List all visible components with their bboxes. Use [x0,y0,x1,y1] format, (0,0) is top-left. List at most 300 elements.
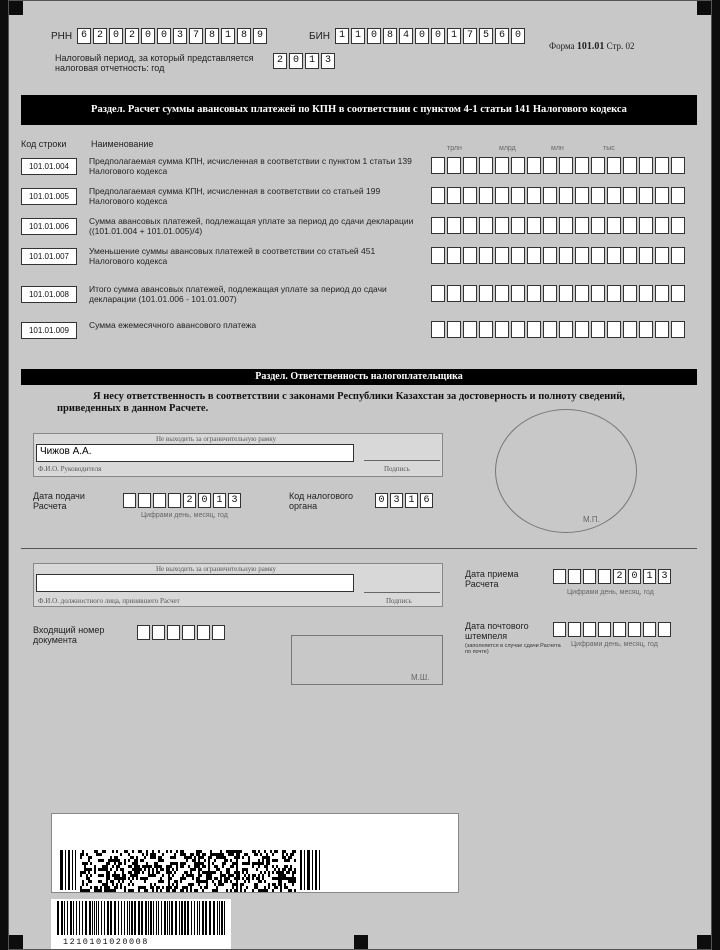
digit-cell[interactable] [591,157,605,174]
barcode-module [196,880,198,883]
digit-cell[interactable] [463,285,477,302]
digit-cell[interactable] [543,285,557,302]
barcode-module [132,862,134,865]
barcode-module [130,856,132,859]
digit-cell[interactable]: 0 [511,28,525,44]
barcode-module [196,889,198,892]
barcode-module [82,883,84,886]
digit-cell[interactable] [495,285,509,302]
digit-cell[interactable] [639,187,653,204]
digit-cell[interactable] [447,157,461,174]
digit-cell[interactable] [527,187,541,204]
digit-cell[interactable] [511,285,525,302]
digit-cell[interactable] [639,321,653,338]
digit-cell[interactable] [575,247,589,264]
barcode-bar [148,901,149,935]
digit-cell[interactable] [607,217,621,234]
digit-cell[interactable] [479,285,493,302]
head-name-field[interactable]: Чижов А.А. [36,444,354,462]
barcode-module [150,865,152,868]
digit-cell[interactable] [463,247,477,264]
digit-cell[interactable] [495,247,509,264]
barcode-module [260,889,262,892]
digit-cell[interactable] [655,321,669,338]
barcode-module [252,889,254,892]
barcode-module [226,850,228,853]
barcode-module [236,862,238,865]
digit-cell[interactable] [671,187,685,204]
digit-cell[interactable]: 6 [495,28,509,44]
digit-cell[interactable] [182,625,195,640]
digit-cell[interactable] [431,321,445,338]
digit-cell[interactable] [463,157,477,174]
barcode-module [264,889,266,892]
barcode-module [68,850,70,890]
barcode-module [236,874,238,877]
barcode-module [232,862,234,865]
digit-cell[interactable] [591,321,605,338]
barcode-module [190,883,192,886]
barcode-module [60,850,63,890]
digit-cell[interactable] [671,247,685,264]
barcode-module [228,874,230,877]
barcode-module [154,862,156,865]
barcode-module [226,877,228,880]
barcode-module [110,880,112,883]
barcode-module [176,883,178,886]
digit-cell[interactable]: 1 [213,493,226,508]
digit-cell[interactable] [643,622,656,637]
digit-cell[interactable] [591,187,605,204]
digit-cell[interactable] [153,493,166,508]
digit-cell[interactable] [168,493,181,508]
section-title-calculation: Раздел. Расчет суммы авансовых платежей по КПН в соответствии с пунктом 4-1 статьи 141 Налогового кодекса [21,95,697,125]
barcode-module [286,886,288,889]
barcode-module [182,850,184,853]
barcode-module [186,889,188,892]
digit-cell[interactable] [623,247,637,264]
digit-cell[interactable] [495,217,509,234]
digit-cell[interactable] [447,187,461,204]
barcode-module [84,868,86,871]
digit-cell[interactable]: 3 [658,569,671,584]
postmark-date-field[interactable] [553,622,671,637]
barcode-bar [184,901,186,935]
digit-cell[interactable]: 2 [183,493,196,508]
digit-cell[interactable] [152,625,165,640]
digit-cell[interactable] [655,247,669,264]
digit-cell[interactable] [212,625,225,640]
barcode-module [168,877,170,880]
barcode-module [252,865,254,868]
digit-cell[interactable]: 1 [447,28,461,44]
barcode-module [174,886,176,889]
digit-cell[interactable] [639,157,653,174]
digit-cell[interactable] [628,622,641,637]
digit-cell[interactable]: 8 [383,28,397,44]
digit-cell[interactable] [575,285,589,302]
digit-cell[interactable] [623,321,637,338]
digit-cell[interactable]: 2 [93,28,107,44]
barcode-bar [221,901,223,935]
digit-cell[interactable] [607,285,621,302]
barcode-module [158,880,160,883]
digit-cell[interactable] [543,187,557,204]
barcode-module [266,853,268,856]
digit-cell[interactable] [479,217,493,234]
barcode-module [182,877,184,880]
barcode-module [274,877,276,880]
barcode-module [152,871,154,874]
barcode-module [86,868,88,871]
barcode-module [282,877,284,880]
digit-cell[interactable]: 5 [479,28,493,44]
digit-cell[interactable] [559,157,573,174]
barcode-module [162,874,164,877]
barcode-module [208,871,210,874]
row-amount-field[interactable] [431,285,685,302]
barcode-module [220,874,222,877]
digit-cell[interactable]: 1 [405,493,418,508]
barcode-module [210,874,212,877]
digit-cell[interactable] [559,187,573,204]
barcode-module [184,871,186,874]
barcode-module [132,883,134,886]
barcode-module [180,850,182,853]
barcode-bar [169,901,170,935]
barcode-module [274,883,276,886]
digit-cell[interactable]: 1 [305,53,319,69]
digit-cell[interactable] [559,285,573,302]
barcode-module [272,889,274,892]
barcode-module [226,868,228,871]
barcode-module [228,877,230,880]
receipt-date-field[interactable] [553,569,671,584]
barcode-module [290,865,292,868]
barcode-module [140,877,142,880]
digit-cell[interactable] [575,217,589,234]
digit-cell[interactable] [568,569,581,584]
digit-cell[interactable] [495,321,509,338]
digit-cell[interactable] [463,217,477,234]
row-amount-field[interactable] [431,321,685,338]
digit-cell[interactable] [607,187,621,204]
digit-cell[interactable] [495,187,509,204]
digit-cell[interactable] [431,247,445,264]
barcode-bar [73,901,74,935]
digit-cell[interactable]: 7 [189,28,203,44]
digit-cell[interactable]: 8 [237,28,251,44]
digit-cell[interactable] [431,217,445,234]
digit-cell[interactable] [591,217,605,234]
digit-cell[interactable]: 2 [613,569,626,584]
barcode-module [156,886,158,889]
barcode-module [194,862,196,865]
digit-cell[interactable] [559,217,573,234]
digit-cell[interactable]: 0 [415,28,429,44]
digit-cell[interactable] [559,321,573,338]
digit-cell[interactable]: 0 [431,28,445,44]
barcode-module [234,856,236,859]
official-name-field[interactable] [36,574,354,592]
barcode-module [258,889,260,892]
digit-cell[interactable] [543,247,557,264]
digit-cell[interactable] [167,625,180,640]
incoming-number-field[interactable] [137,625,225,640]
barcode-module [160,880,162,883]
digit-cell[interactable] [543,321,557,338]
barcode-module [224,862,226,865]
digit-cell[interactable] [591,285,605,302]
barcode-module [146,877,148,880]
barcode-bar [98,901,99,935]
barcode-module [198,856,200,859]
digit-cell[interactable] [613,622,626,637]
digit-cell[interactable] [583,622,596,637]
barcode-module [206,874,208,877]
digit-cell[interactable] [655,157,669,174]
digit-cell[interactable]: 1 [351,28,365,44]
digit-cell[interactable] [495,157,509,174]
digit-cell[interactable] [447,321,461,338]
barcode-module [90,856,92,859]
digit-cell[interactable]: 3 [390,493,403,508]
digit-cell[interactable]: 0 [375,493,388,508]
head-name-caption: Ф.И.О. Руководителя [38,465,102,473]
digit-cell[interactable]: 1 [643,569,656,584]
barcode-module [148,874,150,877]
barcode-module [94,871,96,874]
digit-cell[interactable] [655,285,669,302]
digit-cell[interactable] [623,285,637,302]
barcode-module [128,859,130,862]
digit-cell[interactable] [197,625,210,640]
digit-cell[interactable] [431,285,445,302]
digit-cell[interactable]: 0 [628,569,641,584]
digit-cell[interactable] [543,157,557,174]
digit-cell[interactable] [511,247,525,264]
barcode-module [82,862,84,865]
digit-cell[interactable] [623,157,637,174]
digit-cell[interactable] [658,622,671,637]
digit-cell[interactable] [598,569,611,584]
digit-cell[interactable]: 4 [399,28,413,44]
digit-cell[interactable] [639,285,653,302]
digit-cell[interactable]: 6 [420,493,433,508]
digit-cell[interactable] [607,321,621,338]
barcode-module [136,862,138,865]
signature-line[interactable] [364,460,440,461]
digit-cell[interactable]: 7 [463,28,477,44]
barcode-module [168,880,170,883]
row-code: 101.01.007 [21,248,77,265]
digit-cell[interactable] [479,187,493,204]
digit-cell[interactable] [553,569,566,584]
digit-cell[interactable]: 3 [173,28,187,44]
digit-cell[interactable]: 6 [77,28,91,44]
barcode-module [120,862,122,865]
barcode-module [230,850,232,853]
digit-cell[interactable] [447,217,461,234]
digit-cell[interactable] [527,217,541,234]
digit-cell[interactable] [575,187,589,204]
digit-cell[interactable]: 0 [289,53,303,69]
digit-cell[interactable] [575,157,589,174]
barcode-module [198,880,200,883]
digit-cell[interactable] [598,622,611,637]
barcode-module [220,850,222,853]
barcode-module [236,856,238,859]
digit-cell[interactable] [671,285,685,302]
barcode-module [200,856,202,859]
digit-cell[interactable] [511,217,525,234]
barcode-module [274,886,276,889]
digit-cell[interactable] [639,247,653,264]
barcode-module [162,880,164,883]
digit-cell[interactable]: 3 [321,53,335,69]
barcode-module [102,883,104,886]
row-amount-field[interactable] [431,187,685,204]
barcode-module [238,877,240,880]
barcode-module [116,883,118,886]
barcode-module [174,856,176,859]
digit-cell[interactable] [671,217,685,234]
form-sheet [8,0,712,950]
barcode-module [264,871,266,874]
digit-cell[interactable]: 2 [125,28,139,44]
barcode-module [264,886,266,889]
digit-cell[interactable] [447,247,461,264]
barcode-module [262,889,264,892]
barcode-module [106,862,108,865]
barcode-module [208,877,210,880]
digit-cell[interactable] [511,321,525,338]
digit-cell[interactable] [447,285,461,302]
digit-cell[interactable] [527,285,541,302]
barcode-module [292,871,294,874]
digit-cell[interactable] [639,217,653,234]
barcode-module [94,868,96,871]
barcode-module [182,889,184,892]
bin-field[interactable] [335,28,525,44]
digit-cell[interactable] [138,493,151,508]
digit-cell[interactable] [137,625,150,640]
digit-cell[interactable] [671,157,685,174]
digit-cell[interactable] [527,157,541,174]
barcode-module [204,871,206,874]
digit-cell[interactable] [568,622,581,637]
digit-cell[interactable] [479,321,493,338]
barcode-module [186,886,188,889]
barcode-module [276,877,278,880]
digit-cell[interactable] [575,321,589,338]
row-amount-field[interactable] [431,157,685,174]
digit-cell[interactable]: 0 [367,28,381,44]
digit-cell[interactable]: 0 [198,493,211,508]
barcode-module [216,865,218,868]
digit-cell[interactable]: 1 [221,28,235,44]
barcode-module [166,865,168,868]
barcode-module [284,877,286,880]
row-name: Итого сумма авансовых платежей, подлежащая уплате за период до сдачи декларации (101.01.006 - 101.01.007) [89,284,387,304]
digit-cell[interactable] [527,247,541,264]
digit-cell[interactable] [511,187,525,204]
tax-year-field[interactable] [273,53,335,69]
tax-office-code-field[interactable] [375,493,433,508]
submit-date-field[interactable] [123,493,241,508]
signature-line[interactable] [364,592,440,593]
barcode-module [222,883,224,886]
digit-cell[interactable]: 9 [253,28,267,44]
signature-caption: Подпись [386,597,412,605]
linear-barcode [51,899,231,950]
digit-cell[interactable] [479,247,493,264]
barcode-module [186,859,188,862]
digit-cell[interactable] [123,493,136,508]
barcode-bar [179,901,180,935]
digit-cell[interactable]: 3 [228,493,241,508]
digit-cell[interactable]: 1 [335,28,349,44]
barcode-module [72,850,73,890]
row-name: Сумма авансовых платежей, подлежащая уплате за период до сдачи декларации ((101.01.004 + 101.01.005)/4) [89,216,414,236]
digit-cell[interactable] [559,247,573,264]
row-amount-field[interactable] [431,217,685,234]
digit-cell[interactable] [583,569,596,584]
barcode-module [248,880,250,883]
digit-cell[interactable] [479,157,493,174]
digit-cell[interactable] [607,157,621,174]
barcode-module [222,853,224,856]
digit-cell[interactable] [527,321,541,338]
digit-cell[interactable] [463,187,477,204]
barcode-module [110,859,112,862]
digit-cell[interactable] [591,247,605,264]
digit-cell[interactable] [511,157,525,174]
digit-cell[interactable] [543,217,557,234]
barcode-module [278,874,280,877]
barcode-module [122,874,124,877]
rnn-field[interactable] [77,28,267,44]
digit-cell[interactable] [463,321,477,338]
digit-cell[interactable] [671,321,685,338]
digit-cell[interactable] [431,157,445,174]
barcode-module [290,880,292,883]
barcode-module [210,856,212,859]
digit-cell[interactable]: 8 [205,28,219,44]
digit-cell[interactable] [623,217,637,234]
digit-cell[interactable] [623,187,637,204]
digit-cell[interactable] [607,247,621,264]
barcode-module [158,859,160,862]
digit-cell[interactable]: 0 [141,28,155,44]
row-amount-field[interactable] [431,247,685,264]
barcode-bar [202,901,204,935]
barcode-module [228,850,230,853]
digit-cell[interactable]: 0 [109,28,123,44]
barcode-module [218,856,220,859]
digit-cell[interactable] [553,622,566,637]
digit-cell[interactable] [655,217,669,234]
row-name: Предполагаемая сумма КПН, исчисленная в соответствии со статьей 199 Налогового кодекса [89,186,381,206]
barcode-module [204,865,206,868]
barcode-module [106,877,108,880]
digit-cell[interactable] [431,187,445,204]
barcode-module [204,886,206,889]
digit-cell[interactable]: 0 [157,28,171,44]
barcode-module [236,889,238,892]
digit-cell[interactable]: 2 [273,53,287,69]
digit-cell[interactable] [655,187,669,204]
